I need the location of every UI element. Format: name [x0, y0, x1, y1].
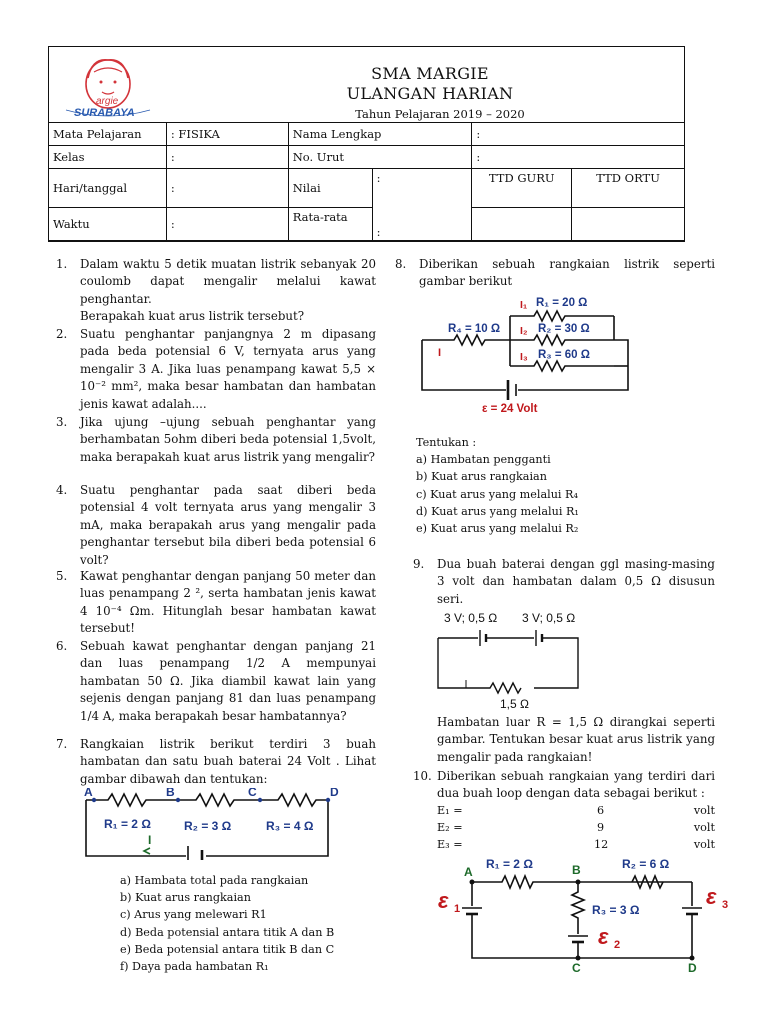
value-subject: : FISIKA — [166, 123, 288, 146]
value-class: : — [166, 146, 288, 169]
q7-task-f: f) Daya pada hambatan R₁ — [120, 960, 269, 974]
parent-signature-box — [572, 207, 685, 241]
i3-label: I₃ — [520, 351, 528, 363]
exam-title: ULANGAN HARIAN — [346, 84, 514, 103]
question-6: 6. Sebuah kawat penghantar dengan panjang 21 dan luas penampang 1/2 A mempunyai hambatan 50 Ω. Jika diambil kawat lain yang sejenis dengan panjang 81 dan luas penampang 1/4 A, maka berapakah besar hambatannya? — [56, 639, 376, 723]
emf-3-symbol: ε — [706, 884, 717, 909]
question-10: 10. Diberikan sebuah rangkaian yang terdiri dari dua buah loop dengan data sebagai berikut : — [413, 769, 715, 801]
emf-label: ε = 24 Volt — [482, 403, 538, 415]
question-9: 9. Dua buah baterai dengan ggl masing-masing 3 volt dan hambatan dalam 0,5 Ω disusun seri. — [413, 557, 715, 606]
teacher-signature-box — [472, 207, 572, 241]
q8-task-a: a) Hambatan pengganti — [416, 453, 551, 467]
node-b-label: B — [572, 863, 581, 877]
question-5: 5. Kawat penghantar dengan panjang 50 meter dan luas penampang 2 ², serta hambatan jenis kawat 4 10⁻⁴ Ωm. Hitunglah besar hambatan kawat tersebut! — [56, 569, 376, 636]
value-full-name: : — [472, 123, 685, 146]
q7-task-d: d) Beda potensial antara titik A dan B — [120, 925, 335, 939]
emf-3-subscript: 3 — [722, 899, 729, 911]
logo-text-top: argie — [96, 96, 119, 107]
emf-2-symbol: ε — [598, 924, 609, 949]
r4-label: R₄ = 10 Ω — [448, 323, 501, 335]
q7-task-a: a) Hambata total pada rangkaian — [120, 874, 309, 887]
teacher-signature-label: TTD GURU — [472, 169, 572, 208]
node-d-label: D — [330, 788, 339, 799]
node-c-label: C — [572, 961, 581, 975]
r1-label: R₁ = 2 Ω — [104, 817, 151, 831]
node-a-label: A — [84, 788, 93, 799]
circuit-10-diagram — [420, 852, 738, 976]
question-7: 7. Rangkaian listrik berikut terdiri 3 buah hambatan dan satu buah baterai 24 Volt . Lihat gambar dibawah dan tentukan: — [56, 737, 376, 786]
q7-task-e: e) Beda potensial antara titik B dan C — [120, 942, 335, 956]
question-9-followup: Hambatan luar R = 1,5 Ω dirangkai seperti gambar. Tentukan besar kuat arus listrik yang mengalir pada rangkaian! — [437, 715, 715, 764]
circuit-9-diagram — [436, 608, 596, 712]
r2-label: R₂ = 6 Ω — [622, 857, 670, 871]
q8-task-b: b) Kuat arus rangkaian — [416, 470, 547, 484]
node-a-label: A — [464, 865, 473, 879]
q7-tasks — [120, 872, 334, 975]
node-b-label: B — [166, 788, 175, 799]
node-d-label: D — [688, 961, 697, 975]
label-time: Waktu — [49, 207, 167, 241]
label-score: Nilai — [288, 169, 372, 208]
q10-row-e3: E₃ = 12 volt — [437, 838, 715, 851]
parent-signature-label: TTD ORTU — [572, 169, 685, 208]
circuit-8-diagram — [418, 292, 633, 416]
resistor-label: 1,5 Ω — [500, 697, 529, 711]
current-label: I — [438, 347, 442, 359]
label-subject: Mata Pelajaran — [49, 123, 167, 146]
i2-label: I₂ — [520, 325, 528, 337]
question-3: 3. Jika ujung –ujung sebuah penghantar yang berhambatan 5ohm diberi beda potensial 1,5volt, maka berapakah kuat arus listrik yang mengalir? — [56, 415, 376, 464]
r3-label: R₃ = 3 Ω — [592, 903, 640, 917]
i1-label: I₁ — [520, 299, 528, 311]
q8-task-e: e) Kuat arus yang melalui R₂ — [416, 522, 579, 536]
question-1: 1. Dalam waktu 5 detik muatan listrik sebanyak 20 coulomb dapat mengalir melalui kawat penghantar. Berapakah kuat arus listrik tersebut? — [56, 257, 376, 324]
q7-task-c: c) Arus yang melewari R1 — [120, 908, 267, 922]
q8-task-c: c) Kuat arus yang melalui R₄ — [416, 487, 578, 501]
school-name: SMA MARGIE — [371, 64, 489, 83]
emf-2-subscript: 2 — [614, 939, 621, 951]
school-year: Tahun Pelajaran 2019 – 2020 — [355, 107, 525, 121]
q10-data — [437, 802, 715, 853]
battery-1-label: 3 V; 0,5 Ω — [444, 611, 498, 625]
battery-2-label: 3 V; 0,5 Ω — [522, 611, 576, 625]
r3-label: R₃ = 60 Ω — [538, 349, 590, 361]
label-average: Rata-rata — [288, 207, 372, 241]
r1-label: R₁ = 20 Ω — [536, 297, 588, 309]
q8-tasks-heading: Tentukan : — [416, 436, 477, 449]
q10-row-e1: E₁ = 6 volt — [437, 804, 715, 817]
label-full-name: Nama Lengkap — [288, 123, 472, 146]
question-4: 4. Suatu penghantar pada saat diberi beda potensial 4 volt ternyata arus yang mengalir 3 mA, maka berapakah arus yang mengalir pada penghantar tersebut bila diberi beda potensial 6 volt? — [56, 483, 376, 567]
q10-row-e2: E₂ = 9 volt — [437, 821, 715, 834]
q8-task-d: d) Kuat arus yang melalui R₁ — [416, 504, 579, 518]
value-score: : : — [372, 169, 472, 242]
school-logo — [52, 50, 164, 122]
circuit-7-diagram — [78, 788, 348, 860]
r3-label: R₃ = 4 Ω — [266, 819, 314, 833]
question-2: 2. Suatu penghantar panjangnya 2 m dipasang pada beda potensial 6 V, ternyata arus yang mengalir 3 A. Jika luas penampang kawat 5,5 × 10⁻² mm², maka besar hambatan dan hambatan jenis kawat adalah.... — [56, 327, 376, 411]
label-serial-no: No. Urut — [288, 146, 472, 169]
value-day-date: : — [166, 169, 288, 208]
label-class: Kelas — [49, 146, 167, 169]
r1-label: R₁ = 2 Ω — [486, 857, 533, 871]
logo-text-bottom: SURABAYA — [74, 107, 135, 119]
question-8: 8. Diberikan sebuah rangkaian listrik seperti gambar berikut — [395, 257, 715, 289]
r2-label: R₂ = 30 Ω — [538, 323, 590, 335]
info-table — [48, 122, 685, 242]
emf-1-symbol: ε — [438, 888, 449, 913]
current-label: I — [148, 833, 152, 847]
q7-task-b: b) Kuat arus rangkaian — [120, 891, 251, 905]
emf-1-subscript: 1 — [454, 903, 461, 915]
node-c-label: C — [248, 788, 257, 799]
r2-label: R₂ = 3 Ω — [184, 819, 232, 833]
value-serial-no: : — [472, 146, 685, 169]
label-day-date: Hari/tanggal — [49, 169, 167, 208]
value-time: : — [166, 207, 288, 241]
q8-tasks — [416, 434, 579, 537]
